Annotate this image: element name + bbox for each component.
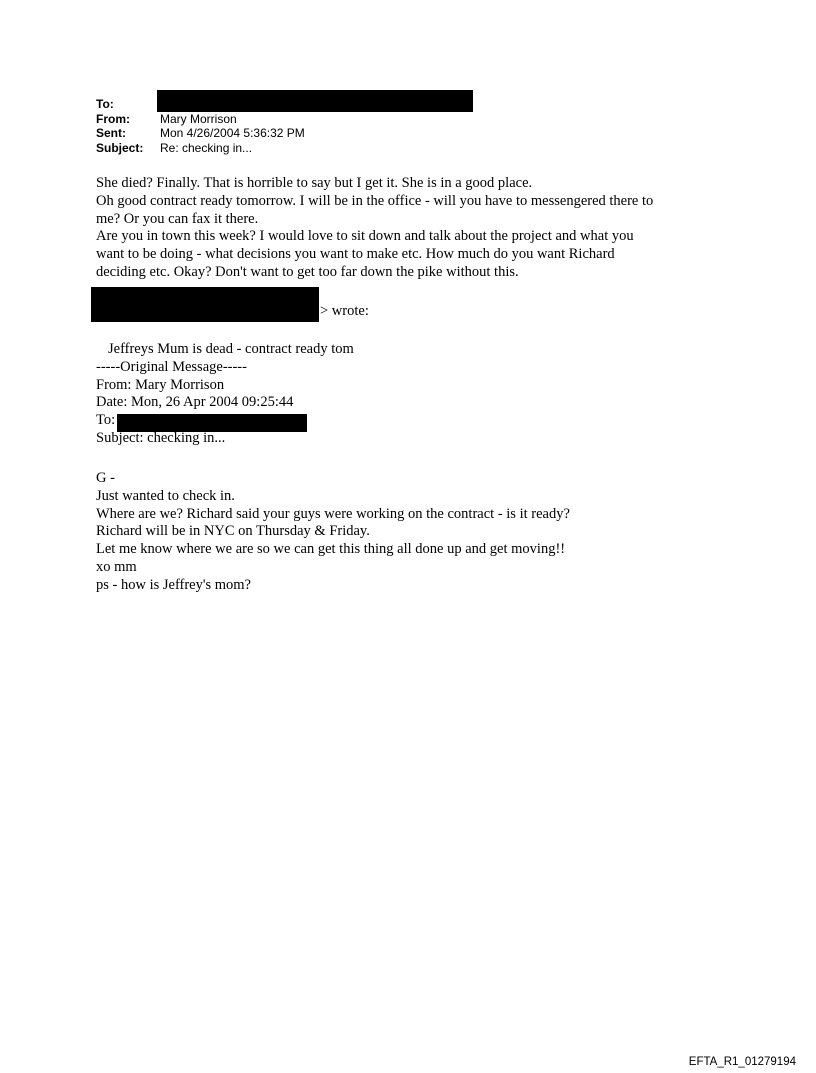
redaction-to-recipient [157, 90, 473, 112]
reply-line: me? Or you can fax it there. [96, 210, 259, 227]
original-line: ps - how is Jeffrey's mom? [96, 576, 251, 593]
original-line: Where are we? Richard said your guys were working on the contract - is it ready? [96, 505, 570, 522]
original-line: G - [96, 470, 115, 486]
quoted-from: From: Mary Morrison [96, 376, 225, 393]
subject-value: Re: checking in... [160, 140, 253, 155]
reply-body [96, 175, 653, 282]
to-label: To: [96, 97, 114, 111]
document-id-footer: EFTA_R1_01279194 [688, 1056, 796, 1068]
original-line: Richard will be in NYC on Thursday & Friday. [96, 523, 370, 540]
from-label: From: [96, 111, 130, 126]
original-message-divider: -----Original Message----- [96, 358, 247, 375]
original-message-body [96, 470, 570, 595]
quoted-message [96, 341, 354, 448]
redaction-sender-address [91, 287, 319, 322]
reply-line: want to be doing - what decisions you want to make etc. How much do you want Richard [96, 246, 615, 263]
original-line: Let me know where we are so we can get this thing all done up and get moving!! [96, 541, 566, 558]
header-sent-row [96, 126, 305, 141]
quoted-line: Jeffreys Mum is dead - contract ready tom [108, 341, 354, 357]
reply-line: deciding etc. Okay? Don't want to get too far down the pike without this. [96, 263, 519, 280]
reply-line: Are you in town this week? I would love to sit down and talk about the project and what you [96, 228, 634, 245]
from-value: Mary Morrison [160, 111, 237, 126]
reply-line: Oh good contract ready tomorrow. I will be in the office - will you have to messengered there to [96, 192, 654, 209]
quoted-date: Date: Mon, 26 Apr 2004 09:25:44 [96, 394, 294, 411]
quoted-to: To: [96, 412, 116, 429]
wrote-attribution: > wrote: [320, 303, 369, 319]
original-line: Just wanted to check in. [96, 487, 235, 504]
reply-line: She died? Finally. That is horrible to say but I get it. She is in a good place. [96, 175, 533, 191]
header-from-row [96, 112, 305, 127]
original-line: xo mm [96, 558, 137, 575]
subject-label: Subject: [96, 140, 144, 155]
quoted-subject: Subject: checking in... [96, 429, 226, 446]
sent-label: Sent: [96, 126, 126, 140]
sent-value: Mon 4/26/2004 5:36:32 PM [160, 126, 305, 140]
header-subject-row [96, 141, 305, 156]
